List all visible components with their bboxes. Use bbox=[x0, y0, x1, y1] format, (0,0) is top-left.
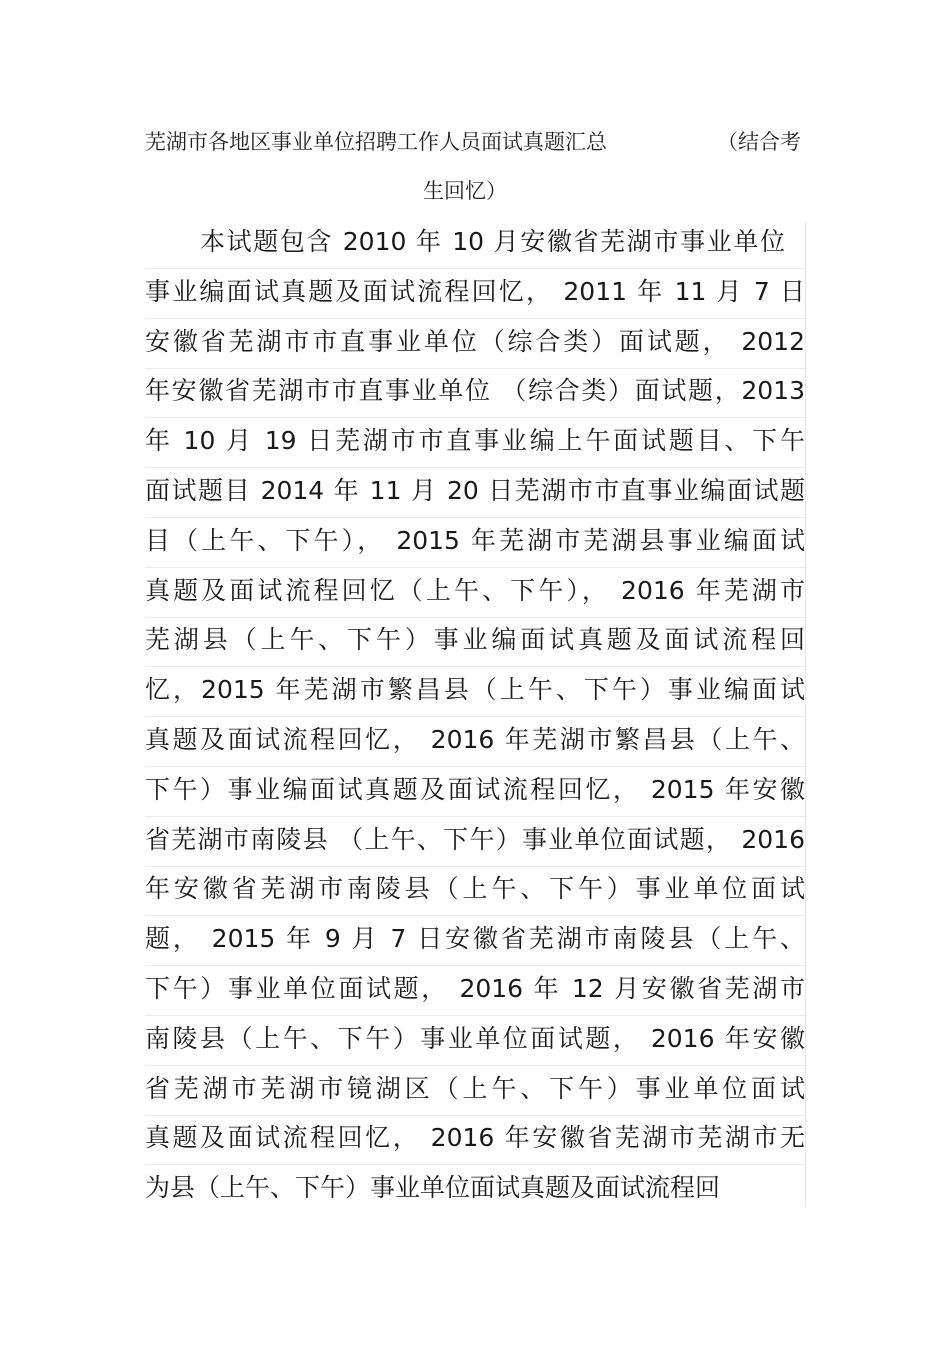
line-rule bbox=[145, 617, 807, 618]
line-rule bbox=[145, 1015, 807, 1016]
document-title-suffix: （结合考 bbox=[717, 130, 801, 154]
line-rule bbox=[145, 766, 807, 767]
body-line: 事业编面试真题及面试流程回忆， 2011 年 11 月 7 日 bbox=[145, 277, 805, 306]
body-line: 安徽省芜湖市市直事业单位（综合类）面试题， 2012 bbox=[145, 327, 805, 356]
body-line: 芜湖县（上午、下午）事业编面试真题及面试流程回 bbox=[145, 625, 805, 654]
line-rule bbox=[145, 318, 807, 319]
line-rule bbox=[145, 1115, 807, 1116]
line-rule bbox=[145, 866, 807, 867]
body-line: 年安徽省芜湖市市直事业单位 （综合类）面试题，2013 bbox=[145, 376, 805, 405]
margin-guide-vertical bbox=[805, 222, 806, 1207]
body-line: 下午）事业编面试真题及面试流程回忆， 2015 年安徽 bbox=[145, 775, 805, 804]
body-line: 为县（上午、下午）事业单位面试真题及面试流程回 bbox=[145, 1173, 721, 1202]
body-line: 年安徽省芜湖市南陵县（上午、下午）事业单位面试 bbox=[145, 874, 805, 903]
body-line: 忆，2015 年芜湖市繁昌县（上午、下午）事业编面试 bbox=[145, 675, 805, 704]
line-rule bbox=[145, 567, 807, 568]
line-rule bbox=[145, 816, 807, 817]
line-rule bbox=[145, 1164, 807, 1165]
line-rule bbox=[145, 915, 807, 916]
body-line: 真题及面试流程回忆， 2016 年芜湖市繁昌县（上午、 bbox=[145, 725, 805, 754]
document-title-continuation: 生回忆） bbox=[423, 179, 507, 203]
line-rule bbox=[145, 467, 807, 468]
line-rule bbox=[145, 716, 807, 717]
line-rule bbox=[145, 965, 807, 966]
line-rule bbox=[145, 1065, 807, 1066]
document-title: 芜湖市各地区事业单位招聘工作人员面试真题汇总 bbox=[145, 130, 607, 154]
line-rule bbox=[145, 268, 807, 269]
body-line: 省芜湖市芜湖市镜湖区（上午、下午）事业单位面试 bbox=[145, 1074, 805, 1103]
body-line: 南陵县（上午、下午）事业单位面试题， 2016 年安徽 bbox=[145, 1024, 805, 1053]
body-line: 省芜湖市南陵县 （上午、下午）事业单位面试题， 2016 bbox=[145, 825, 805, 854]
body-line: 本试题包含 2010 年 10 月安徽省芜湖市事业单位 bbox=[200, 227, 785, 256]
line-rule bbox=[145, 517, 807, 518]
body-line: 面试题目 2014 年 11 月 20 日芜湖市市直事业编面试题 bbox=[145, 476, 805, 505]
body-line: 年 10 月 19 日芜湖市市直事业编上午面试题目、下午 bbox=[145, 426, 805, 455]
line-rule bbox=[145, 666, 807, 667]
body-line: 真题及面试流程回忆（上午、下午）， 2016 年芜湖市 bbox=[145, 576, 805, 605]
body-line: 下午）事业单位面试题， 2016 年 12 月安徽省芜湖市 bbox=[145, 974, 805, 1003]
line-rule bbox=[145, 368, 807, 369]
body-line: 题， 2015 年 9 月 7 日安徽省芜湖市南陵县（上午、 bbox=[145, 924, 805, 953]
body-line: 目（上午、下午）， 2015 年芜湖市芜湖县事业编面试 bbox=[145, 526, 805, 555]
line-rule bbox=[145, 417, 807, 418]
body-line: 真题及面试流程回忆， 2016 年安徽省芜湖市芜湖市无 bbox=[145, 1123, 805, 1152]
